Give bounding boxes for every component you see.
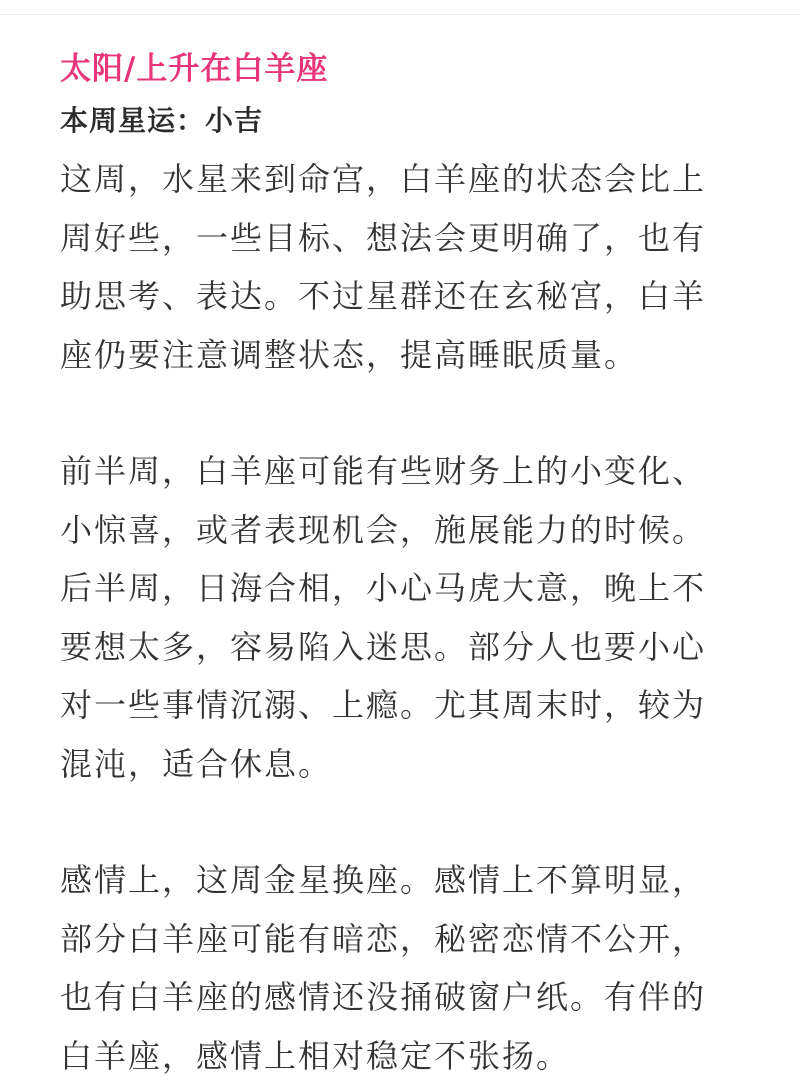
text-line: 对一些事情沉溺、上瘾。尤其周末时，较为 [60,676,760,735]
text-line: 后半周，日海合相，小心马虎大意，晚上不 [60,559,760,618]
top-divider [0,0,800,15]
text-line: 部分白羊座可能有暗恋，秘密恋情不公开， [60,910,760,969]
text-line: 前半周，白羊座可能有些财务上的小变化、 [60,442,760,501]
paragraph-love [60,851,760,1085]
article-title: 太阳/上升在白羊座 [60,46,760,92]
weekly-fortune-subtitle: 本周星运：小吉 [60,92,760,150]
text-line: 感情上，这周金星换座。感情上不算明显， [60,851,760,910]
article [60,46,760,1085]
text-line: 这周，水星来到命宫，白羊座的状态会比上 [60,150,760,209]
paragraph-spacer [60,384,760,442]
text-line: 也有白羊座的感情还没捅破窗户纸。有伴的 [60,968,760,1027]
text-line: 周好些，一些目标、想法会更明确了，也有 [60,209,760,268]
paragraph-overview [60,150,760,384]
text-line: 白羊座，感情上相对稳定不张扬。 [60,1027,760,1085]
text-line: 要想太多，容易陷入迷思。部分人也要小心 [60,618,760,677]
text-line: 小惊喜，或者表现机会，施展能力的时候。 [60,501,760,560]
paragraph-spacer [60,793,760,851]
text-line: 助思考、表达。不过星群还在玄秘宫，白羊 [60,267,760,326]
text-line: 座仍要注意调整状态，提高睡眠质量。 [60,326,760,385]
text-line: 混沌，适合休息。 [60,735,760,794]
paragraph-week-details [60,442,760,793]
